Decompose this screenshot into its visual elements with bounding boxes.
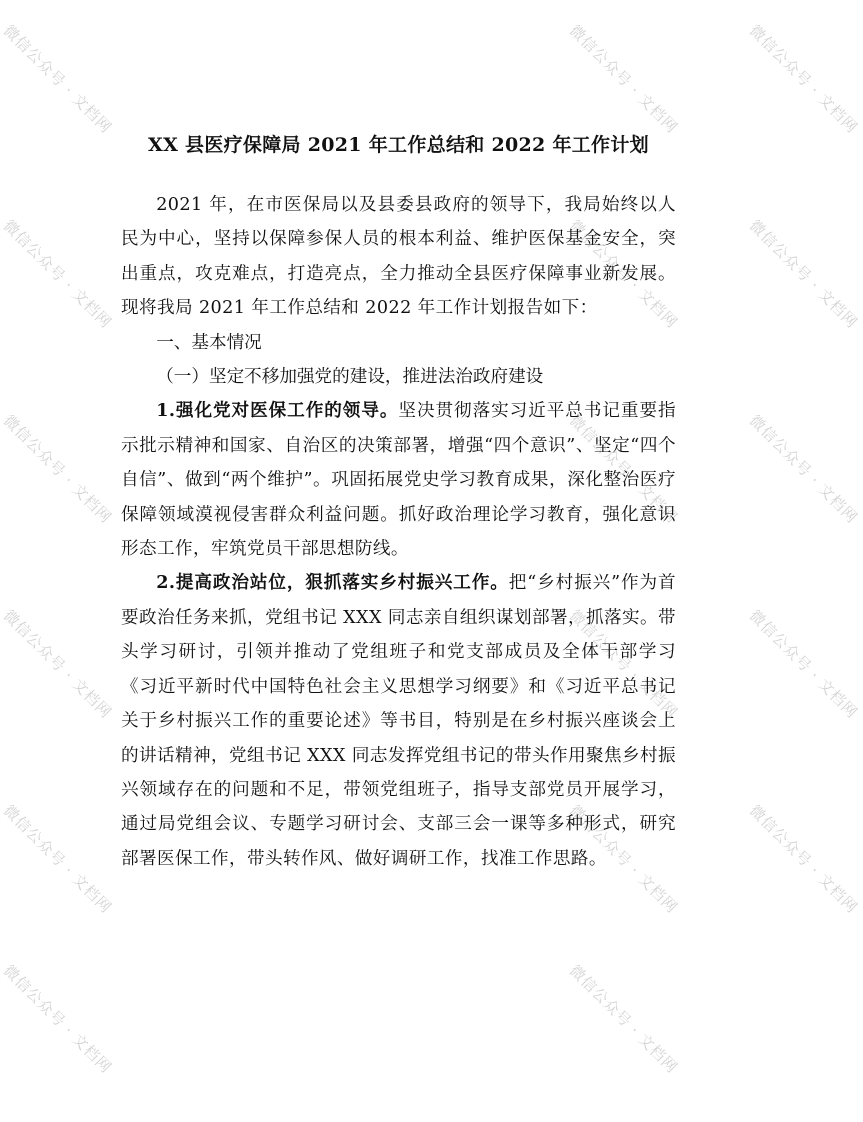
subsection-heading: （一）坚定不移加强党的建设，推进法治政府建设	[156, 367, 544, 388]
watermark: 微信公众号 · 文档网	[0, 216, 116, 332]
watermark: 微信公众号 · 文档网	[745, 411, 862, 527]
item-lead: 2.提高政治站位，狠抓落实乡村振兴工作。	[156, 572, 509, 594]
item-body: 把“乡村振兴”作为首要政治任务来抓，党组书记 XXX 同志亲自组织谋划部署，抓落实。带头学习研讨，引领并推动了党组班子和党支部成员及全体干部学习《习近平新时代中国特色社会主义思想学习纲要》和《习近平总书记关于乡村振兴工作的重要论述》等书目，特别是在乡村振兴座谈会上的讲话精神，党组书记 XXX 同志发挥党组书记的带头作用聚焦乡村振兴领域存在的问题和不足，带领党组班子，指导支部党员开展学习，通过局党组会议、专题学习研讨会、支部三会一课等多种形式，研究部署医保工作，带头转作风、做好调研工作，找准工作思路。	[121, 573, 676, 869]
section-heading: 一、基本情况	[156, 332, 262, 353]
watermark: 微信公众号 · 文档网	[745, 606, 862, 722]
watermark: 微信公众号 · 文档网	[565, 21, 682, 137]
watermark: 微信公众号 · 文档网	[565, 961, 682, 1077]
watermark: 微信公众号 · 文档网	[0, 606, 116, 722]
watermark: 微信公众号 · 文档网	[565, 216, 682, 332]
watermark: 微信公众号 · 文档网	[745, 216, 862, 332]
item-paragraph	[121, 566, 676, 876]
item-paragraph	[121, 394, 676, 566]
item-body: 坚决贯彻落实习近平总书记重要指示批示精神和国家、自治区的决策部署，增强“四个意识”、坚定“四个自信”、做到“两个维护”。巩固拓展党史学习教育成果，深化整治医疗保障领域漠视侵害群众利益问题。抓好政治理论学习教育，强化意识形态工作，牢筑党员干部思想防线。	[121, 401, 676, 560]
item-lead: 1.强化党对医保工作的领导。	[156, 400, 399, 422]
watermark: 微信公众号 · 文档网	[0, 961, 116, 1077]
watermark: 微信公众号 · 文档网	[0, 411, 116, 527]
watermark: 微信公众号 · 文档网	[745, 21, 862, 137]
watermark: 微信公众号 · 文档网	[0, 21, 116, 137]
watermark: 微信公众号 · 文档网	[565, 411, 682, 527]
intro-paragraph: 2021 年，在市医保局以及县委县政府的领导下，我局始终以人民为中心，坚持以保障参保人员的根本利益、维护医保基金安全，突出重点，攻克难点，打造亮点，全力推动全县医疗保障事业新发展。现将我局 2021 年工作总结和 2022 年工作计划报告如下：	[121, 195, 676, 319]
document-page	[121, 128, 676, 876]
watermark: 微信公众号 · 文档网	[565, 606, 682, 722]
watermark: 微信公众号 · 文档网	[745, 801, 862, 917]
watermark: 微信公众号 · 文档网	[0, 801, 116, 917]
watermark: 微信公众号 · 文档网	[565, 801, 682, 917]
document-title: XX 县医疗保障局 2021 年工作总结和 2022 年工作计划	[148, 134, 649, 156]
